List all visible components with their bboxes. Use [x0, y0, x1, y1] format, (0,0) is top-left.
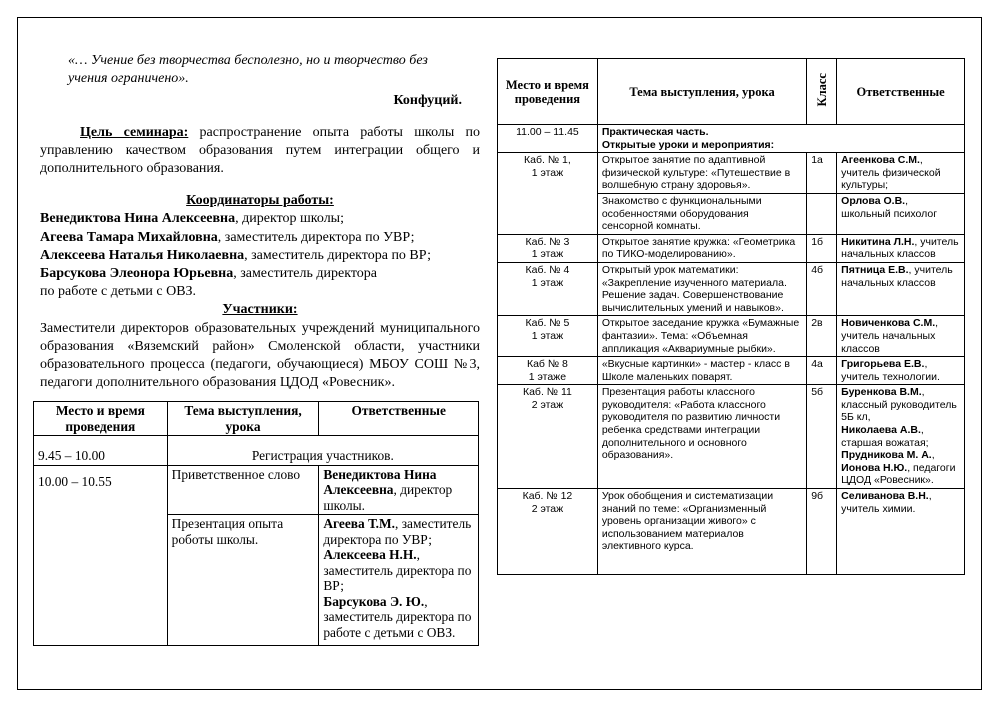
- epigraph-quote: [68, 52, 480, 88]
- responsible-role: , учитель начальных классов: [841, 263, 953, 289]
- responsible-cell: [837, 385, 965, 489]
- quote-author: Конфуций.: [393, 93, 462, 109]
- table-row: [498, 489, 965, 575]
- responsible-name: Николаева А.В.: [841, 424, 921, 437]
- room: Каб № 8: [526, 358, 568, 371]
- section-line-1: Практическая часть.: [601, 126, 709, 138]
- floor: 2 этаж: [531, 502, 564, 515]
- header-responsible: Ответственные: [837, 59, 965, 125]
- topic-cell: Открытое занятие по адаптивной физической культуре: «Путешествие в волшебную страну здоровья».: [597, 153, 806, 194]
- responsible-name: Новиченкова С.М.: [841, 317, 936, 330]
- class-cell: 4а: [807, 357, 837, 385]
- topic-cell: «Вкусные картинки» - мастер - класс в Школе маленьких поварят.: [597, 357, 806, 385]
- responsible-role: , классный руководитель 5Б кл,: [841, 386, 957, 424]
- topic-cell: Открытое заседание кружка «Бумажные фантазии». Тема: «Объемная аппликация «Аквариумные рыбки».: [597, 316, 806, 357]
- class-cell: [807, 193, 837, 234]
- table-header-row: [34, 402, 479, 436]
- coordinator-name: Агеева Тамара Михайловна: [40, 229, 218, 245]
- coordinator-role: , заместитель директора: [233, 266, 377, 282]
- floor: 1 этаж: [531, 166, 564, 179]
- class-cell: 1а: [807, 153, 837, 194]
- place-cell: [498, 234, 598, 262]
- responsible-role: , учитель начальных классов: [841, 235, 959, 261]
- registration-time: 9.45 – 10.00: [34, 436, 168, 466]
- floor: 1 этаж: [531, 248, 564, 261]
- room: Каб. № 5: [525, 317, 570, 330]
- responsible-cell: [837, 357, 965, 385]
- topic-cell: Приветственное слово: [167, 465, 319, 515]
- registration-row: [34, 436, 479, 466]
- table-row: [498, 385, 965, 489]
- responsible-role: , старшая вожатая;: [841, 424, 929, 449]
- responsible-name: Прудникова М. А.: [841, 449, 932, 462]
- table-header-row: [498, 59, 965, 125]
- coordinator-role: , заместитель директора по ВР;: [244, 247, 431, 263]
- responsible-name: Орлова О.В.: [841, 194, 906, 207]
- responsible-role: , учитель химии.: [841, 490, 932, 515]
- responsible-name: Никитина Л.Н.: [841, 235, 915, 248]
- room: Каб. № 12: [522, 490, 573, 503]
- floor: 1 этаж: [531, 329, 564, 342]
- responsible-cell: [837, 262, 965, 315]
- coordinator-role: , заместитель директора по УВР;: [217, 229, 415, 245]
- table-row: [498, 357, 965, 385]
- floor: 1 этаж: [531, 276, 564, 289]
- responsible-role: , заместитель директора по ВР;: [323, 547, 472, 593]
- class-cell: 2в: [807, 316, 837, 357]
- responsible-cell: [837, 234, 965, 262]
- responsible-cell: [319, 465, 479, 515]
- responsible-role: , заместитель директора по УВР;: [323, 516, 472, 547]
- table-row: [498, 153, 965, 194]
- responsible-role: , учитель технологии.: [841, 358, 940, 383]
- responsible-role: ,: [931, 449, 935, 462]
- responsible-cell: [837, 193, 965, 234]
- section-row: [498, 125, 965, 153]
- responsible-name: Алексеева Н.Н.: [323, 547, 417, 562]
- class-cell: 4б: [807, 262, 837, 315]
- open-lessons-table: [497, 58, 965, 575]
- responsible-role: , директор школы.: [323, 482, 453, 513]
- goal-label: Цель семинара:: [80, 124, 189, 140]
- responsible-role: , учитель начальных классов: [841, 317, 939, 355]
- header-responsible: Ответственные: [319, 402, 479, 436]
- responsible-name: Селиванова В.Н.: [841, 490, 929, 503]
- topic-cell: Знакомство с функциональными особенностями оборудования сенсорной комнаты.: [597, 193, 806, 234]
- header-class: [807, 59, 837, 125]
- table-row: [34, 465, 479, 515]
- place-cell: [498, 316, 598, 357]
- seminar-goal: [40, 124, 480, 179]
- responsible-role: , заместитель директора по работе с детьми с ОВЗ.: [323, 593, 472, 640]
- responsible-name: Агеенкова С.М.: [841, 154, 920, 167]
- section-time: 11.00 – 11.45: [498, 125, 598, 153]
- responsible-cell: [837, 153, 965, 194]
- responsible-role: , учитель физической культуры;: [841, 154, 941, 192]
- responsible-role: , педагоги ЦДОД «Ровесник».: [841, 461, 956, 487]
- header-place: Место и время проведения: [34, 402, 168, 436]
- class-cell: 1б: [807, 234, 837, 262]
- place-cell: [498, 385, 598, 489]
- table-row: [498, 262, 965, 315]
- responsible-name: Григорьева Е.В.: [841, 358, 925, 371]
- coordinator-line: [40, 210, 480, 228]
- place-cell: [498, 262, 598, 315]
- section-title: [597, 125, 964, 153]
- table-row: [498, 234, 965, 262]
- responsible-role: , школьный психолог: [841, 194, 938, 220]
- responsible-cell: [319, 515, 479, 646]
- class-cell: 9б: [807, 489, 837, 575]
- responsible-cell: [837, 489, 965, 575]
- participants-text: Заместители директоров образовательных учреждений муниципального образования «Вяземский район» Смоленской области, участники образовательного процесса (педагоги, обучающиеся) МБОУ СОШ №3, педагоги дополнительного образования ЦДОД «Ровесник».: [40, 320, 480, 391]
- header-place: Место и время проведения: [498, 59, 598, 125]
- place-cell: [498, 153, 598, 235]
- coordinator-line: [40, 229, 480, 247]
- coordinator-line: [40, 265, 480, 283]
- topic-cell: Урок обобщения и систематизации знаний по теме: «Организменный уровень организации живого» с использованием материалов элективного курса.: [597, 489, 806, 575]
- topic-cell: Презентация опыта роботы школы.: [167, 515, 319, 646]
- class-cell: 5б: [807, 385, 837, 489]
- coordinators-heading: Координаторы работы:: [186, 193, 334, 209]
- responsible-name: Агеева Т.М.: [323, 516, 396, 531]
- header-class-label: Класс: [814, 73, 829, 107]
- responsible-name: Венедиктова Нина Алексеевна: [323, 466, 437, 497]
- place-cell: [498, 489, 598, 575]
- coordinator-role: , директор школы;: [235, 211, 344, 227]
- responsible-name: Пятница Е.В.: [841, 263, 909, 276]
- floor: 2 этаж: [531, 398, 564, 411]
- opening-schedule-table: [33, 401, 479, 646]
- responsible-name: Ионова Н.Ю.: [841, 461, 908, 474]
- left-column: [40, 52, 480, 392]
- responsible-name: Буренкова В.М.: [841, 386, 922, 399]
- registration-text: Регистрация участников.: [167, 436, 478, 466]
- table-row: [498, 316, 965, 357]
- coordinator-name: Венедиктова Нина Алексеевна: [40, 211, 236, 227]
- header-topic: Тема выступления, урока: [597, 59, 806, 125]
- topic-cell: Открытый урок математики: «Закрепление изученного материала. Решение задач. Совершенствование вычислительных умений и навыков».: [597, 262, 806, 315]
- room: Каб. № 4: [525, 263, 570, 276]
- coordinator-line: [40, 247, 480, 265]
- quote-line-1: «… Учение без творчества бесполезно, но и творчество без: [68, 53, 428, 68]
- place-cell: [498, 357, 598, 385]
- section-line-2: Открытые уроки и мероприятия:: [601, 138, 775, 151]
- coordinator-name: Барсукова Элеонора Юрьевна: [40, 266, 234, 282]
- participants-heading: Участники:: [222, 302, 298, 318]
- header-topic: Тема выступления, урока: [167, 402, 319, 436]
- block-time: 10.00 – 10.55: [34, 465, 168, 646]
- room: Каб. № 11: [522, 386, 572, 399]
- responsible-name: Барсукова Э. Ю.: [323, 593, 425, 609]
- topic-cell: Презентация работы классного руководителя: «Работа классного руководителя по развитию личности ребенка средствами интеграции дополнительного и основного образования».: [597, 385, 806, 489]
- quote-line-2: учения ограничено».: [68, 71, 189, 87]
- responsible-cell: [837, 316, 965, 357]
- room: Каб. № 1,: [524, 154, 571, 167]
- room: Каб. № 3: [525, 235, 570, 248]
- goal-text: распространение опыта работы школы по управлению качеством образования путем интеграции общего и дополнительного образования.: [40, 124, 480, 177]
- coordinator-name: Алексеева Наталья Николаевна: [40, 247, 245, 263]
- floor: 1 этаже: [528, 370, 567, 383]
- topic-cell: Открытое занятие кружка: «Геометрика по ТИКО-моделированию».: [597, 234, 806, 262]
- coordinator-tail: по работе с детьми с ОВЗ.: [40, 284, 197, 300]
